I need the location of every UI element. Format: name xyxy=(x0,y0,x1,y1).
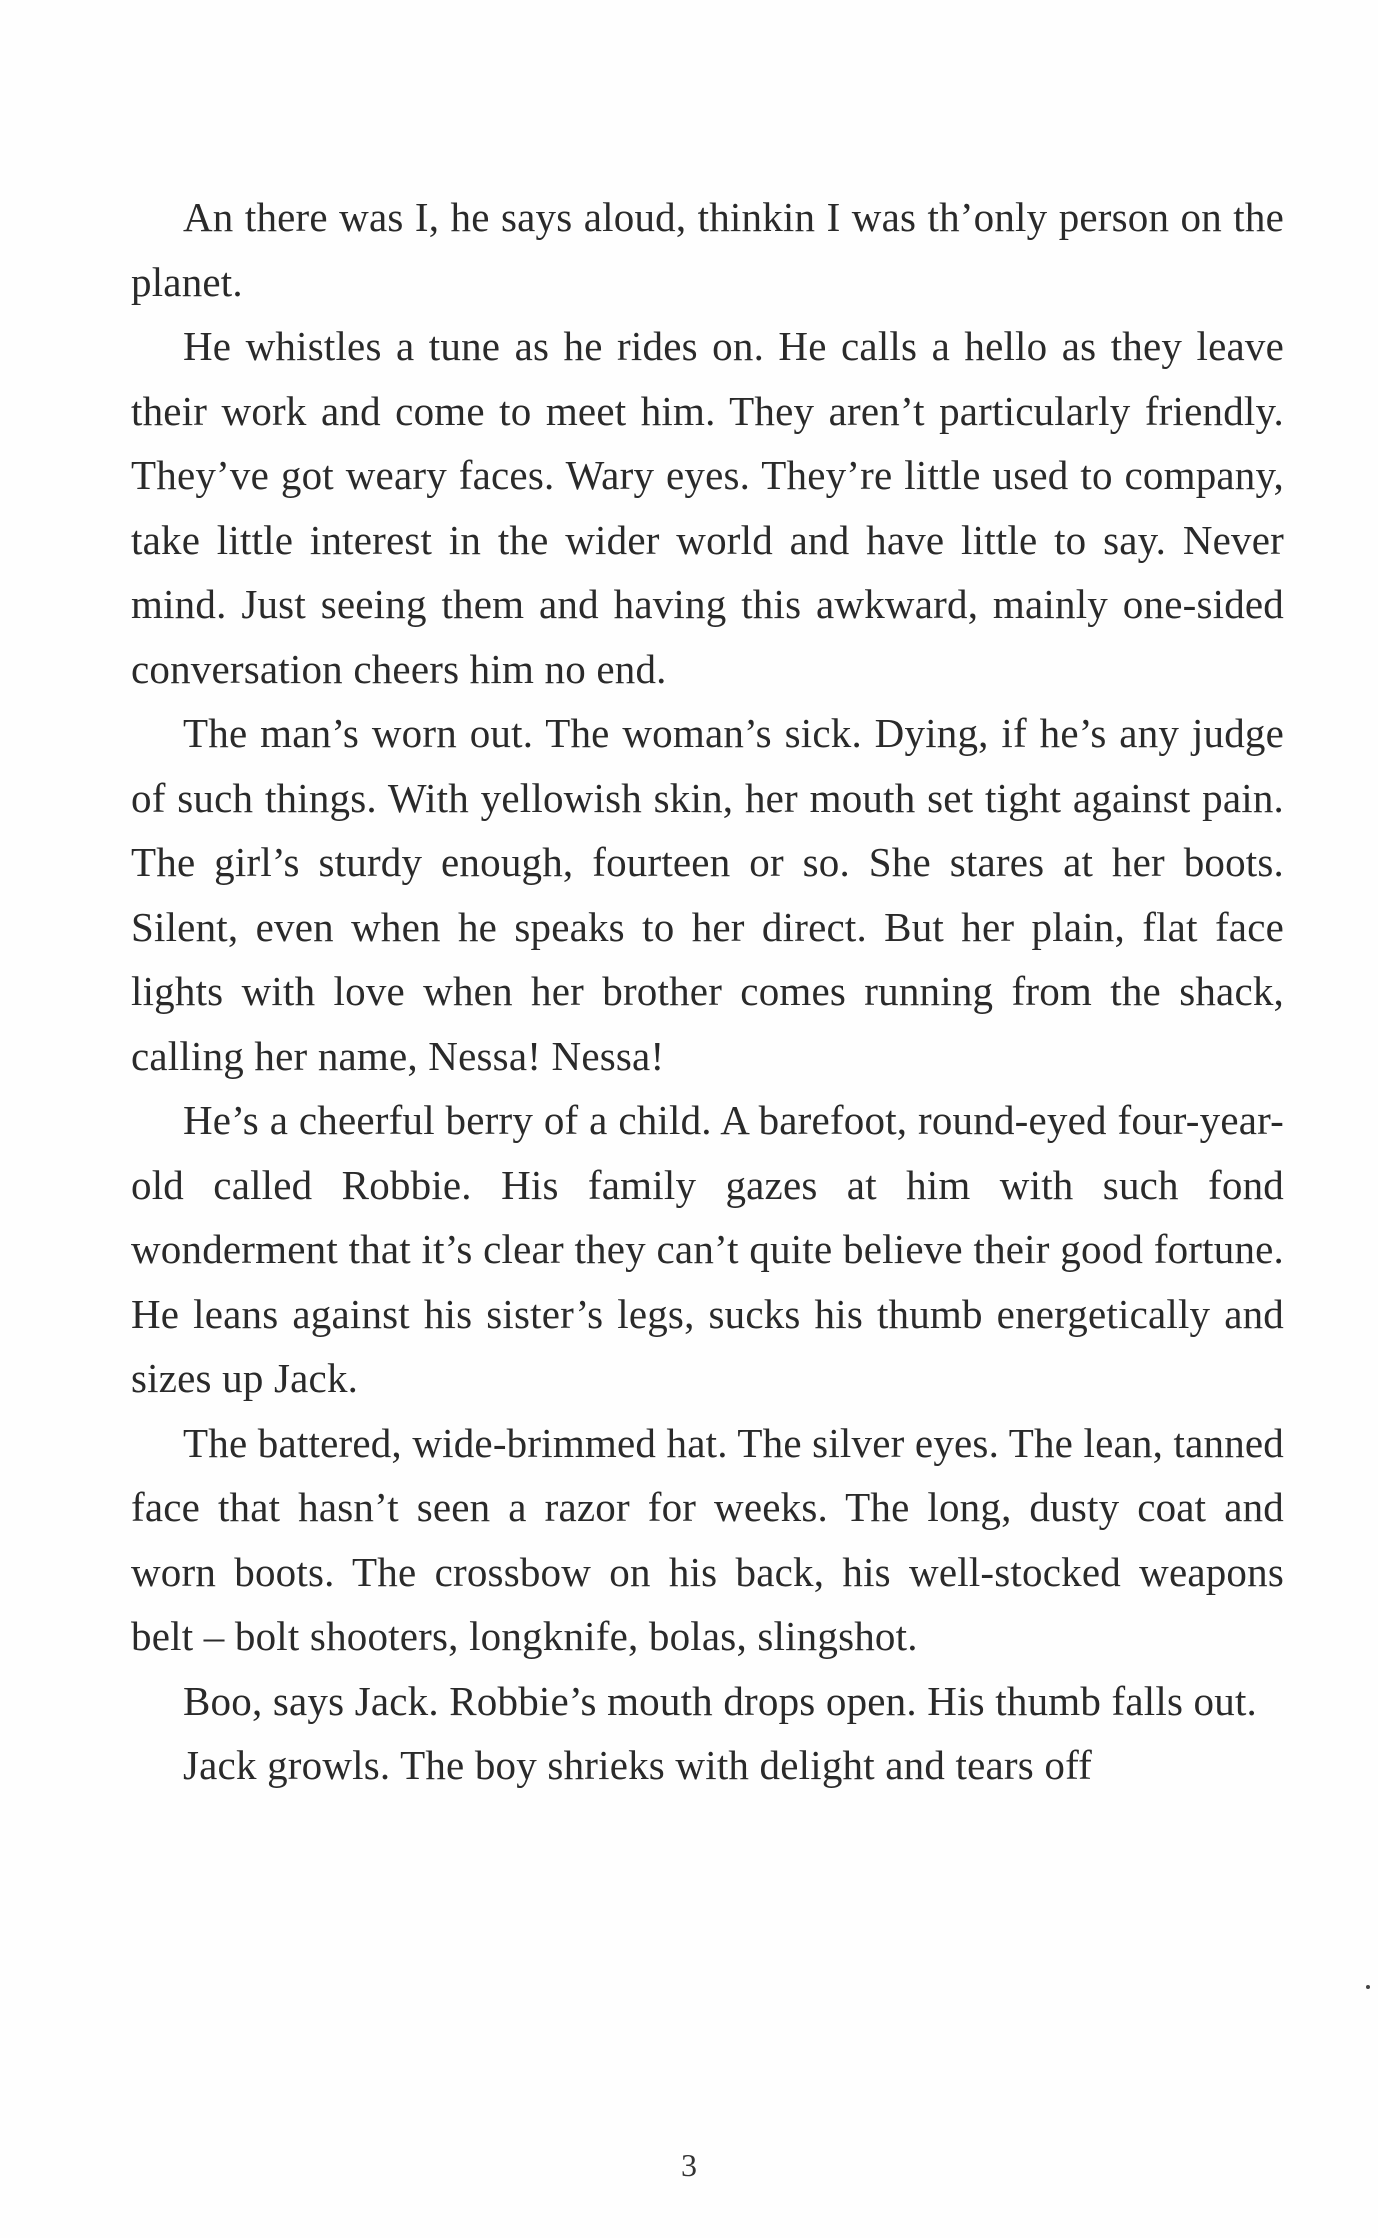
paragraph-2: He whistles a tune as he rides on. He calls a hello as they leave their work and come to meet him. They aren’t particularly friendly. They’ve got weary faces. Wary eyes. They’re little used to company, take little interest in the wider world and have little to say. Never mind. Just seeing them and having this awkward, mainly one-sided conversation cheers him no end. xyxy=(131,323,1284,692)
page-number: 3 xyxy=(681,2147,697,2183)
paragraph-5: The battered, wide-brimmed hat. The silver eyes. The lean, tanned face that hasn’t seen a razor for weeks. The long, dusty coat and worn boots. The crossbow on his back, his well-stocked weapons belt – bolt shooters, longknife, bolas, slingshot. xyxy=(131,1419,1285,1659)
paragraph-7: Jack growls. The boy shrieks with delight and tears off xyxy=(183,1742,1093,1788)
paragraph-3: The man’s worn out. The woman’s sick. Dying, if he’s any judge of such things. With yellowish skin, her mouth set tight against pain. The girl’s sturdy enough, fourteen or so. She stares at her boots. Silent, even when he speaks to her direct. But her plain, flat face lights with love when her brother comes running from the shack, calling her name, Nessa! Nessa! xyxy=(131,710,1284,1079)
paragraph-6: Boo, says Jack. Robbie’s mouth drops open. His thumb falls out. xyxy=(183,1677,1257,1724)
scan-speck xyxy=(1366,1985,1370,1989)
body-text xyxy=(131,185,1284,1798)
paragraph-4: He’s a cheerful berry of a child. A barefoot, round-eyed four-year-old called Robbie. His family gazes at him with such fond wonderment that it’s clear they can’t quite believe their good fortune. He leans against his sister’s legs, sucks his thumb energetically and sizes up Jack. xyxy=(131,1097,1284,1401)
paragraph-1: An there was I, he says aloud, thinkin I was th’only person on the planet. xyxy=(131,194,1284,305)
